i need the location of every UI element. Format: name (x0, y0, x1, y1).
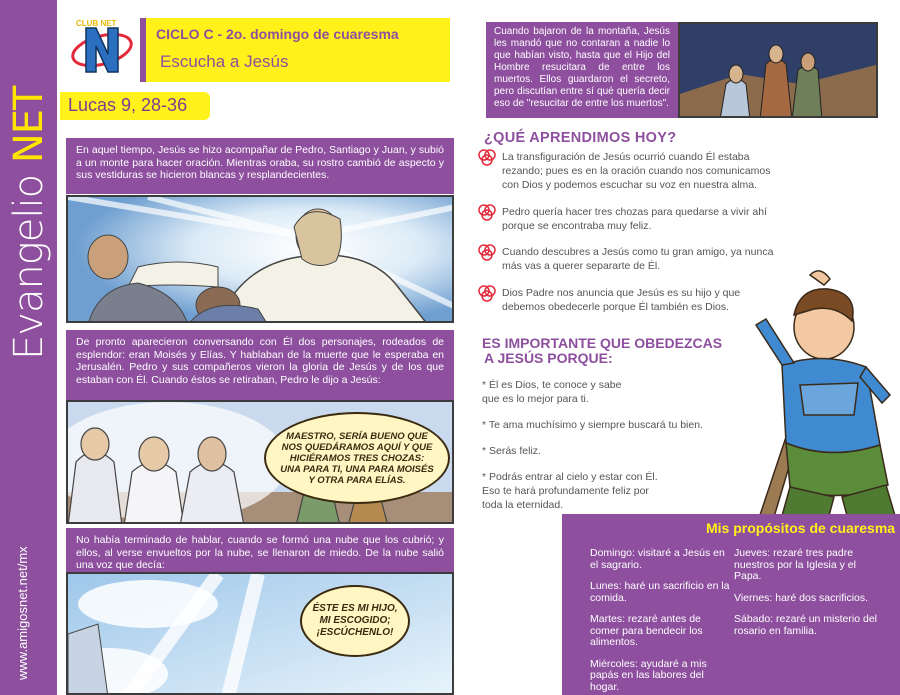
flower-bullet-icon (476, 243, 500, 263)
proposito-item: Lunes: haré un sacrificio en la comida. (590, 580, 730, 604)
learn-item-text: Cuando descubres a Jesús como tu gran amigo, ya nunca más vas a querer separarte de Él. (502, 246, 774, 272)
brand-word: Evangelio (6, 174, 52, 360)
important-line: que es lo mejor para ti. (482, 393, 589, 405)
important-line: * Te ama muchísimo y siempre buscará tu bien. (482, 419, 703, 431)
proposito-item: Viernes: haré dos sacrificios. (734, 591, 869, 604)
jumping-boy-illustration (730, 265, 900, 530)
propositos-left-column (590, 548, 730, 695)
story-paragraph-2: De pronto aparecieron conversando con Él dos personajes, rodeados de esplendor: eran Moisés y Elías. Y hablaban de la muerte que le esperaba en Jerusalén. Pedro y sus compañeros vieron la gloria de Jesús y de los que estaban con Él. Cuando éstos se retiraban, Pedro le dijo a Jesús: (66, 330, 454, 400)
speech-bubble-peter: MAESTRO, SERÍA BUENO QUE NOS QUEDÁRAMOS AQUÍ Y QUE HICIÉRAMOS TRES CHOZAS: UNA PARA TI, UNA PARA MOISÉS Y OTRA PARA ELÍAS. (264, 412, 450, 504)
left-sidebar (0, 0, 57, 695)
proposito-item: Martes: rezaré antes de comer para bendecir los alimentos. (590, 613, 703, 648)
flower-bullet-icon (476, 284, 500, 304)
important-title-line-1: ES IMPORTANTE QUE OBEDEZCAS (482, 335, 723, 351)
proposito-item: Domingo: visitaré a Jesús en el sagrario. (590, 547, 725, 571)
learn-item (476, 150, 776, 192)
important-line: Eso te hará profundamente feliz por (482, 485, 649, 497)
learn-section-title: ¿QUÉ APRENDIMOS HOY? (484, 130, 677, 146)
proposito-item: Miércoles: ayudaré a mis papás en las labores del hogar. (590, 657, 707, 693)
proposito-item: Sábado: rezaré un misterio del rosario en familia. (734, 613, 877, 637)
learn-item-text: Dios Padre nos anuncia que Jesús es su hijo y que debemos obedecerle porque Él también es Dios. (502, 287, 741, 313)
story-paragraph-1: En aquel tiempo, Jesús se hizo acompañar de Pedro, Santiago y Juan, y subió a un monte para hacer oración. Mientras oraba, su rostro cambió de aspecto y sus vestiduras se hicieron blancas y resplandecientes. (66, 138, 454, 194)
speech-bubble-voice: ÉSTE ES MI HIJO, MI ESCOGIDO; ¡ESCÚCHENLO! (300, 585, 410, 657)
website-url[interactable]: www.amigosnet.net/mx (15, 546, 30, 680)
page-subtitle: Escucha a Jesús (160, 52, 289, 71)
flower-bullet-icon (476, 203, 500, 223)
important-title-line-2: A JESÚS PORQUE: (484, 350, 613, 366)
club-net-logo (70, 14, 134, 80)
cycle-header (140, 18, 450, 82)
important-line: toda la eternidad. (482, 499, 564, 511)
comic-panel-descent (678, 22, 878, 118)
logo-small-text: CLUB NET (76, 19, 117, 28)
learn-item (476, 205, 776, 233)
propositos-title: Mis propósitos de cuaresma (706, 520, 896, 536)
gospel-reference (60, 92, 210, 120)
reference-text: Lucas 9, 28-36 (68, 95, 188, 115)
learn-item-text: La transfiguración de Jesús ocurrió cuando Él estaba rezando; pues es en la oración cuando nos comunicamos con Dios y podemos escuchar su voz en nuestra alma. (502, 151, 771, 191)
story-paragraph-4: Cuando bajaron de la montaña, Jesús les mandó que no contaran a nadie lo que habían visto, hasta que el Hijo del Hombre resucitara de entre los muertos. Ellos guardaron el secreto, pero discutían entre sí qué quería decir eso de "resucitar de entre los muertos". (486, 22, 678, 118)
cycle-label: CICLO C - 2o. domingo de cuaresma (156, 26, 399, 42)
story-paragraph-3: No había terminado de hablar, cuando se formó una nube que los cubrió; y ellos, al verse envueltos por la nube, se llenaron de miedo. De la nube salió una voz que decía: (66, 528, 454, 572)
important-line: * Él es Dios, te conoce y sabe (482, 379, 622, 391)
flower-bullet-icon (476, 148, 500, 168)
important-line: * Podrás entrar al cielo y estar con Él. (482, 471, 658, 483)
important-line: * Serás feliz. (482, 445, 541, 457)
comic-panel-transfiguration (66, 195, 454, 323)
learn-item-text: Pedro quería hacer tres chozas para quedarse a vivir ahí porque se encontraba muy feliz. (502, 206, 767, 232)
brand-title (6, 30, 52, 360)
important-section-title (482, 336, 722, 366)
propositos-right-column (734, 548, 884, 647)
proposito-item: Jueves: rezaré tres padre nuestros por la Iglesia y el Papa. (734, 547, 856, 582)
brand-accent: NET (6, 86, 52, 164)
